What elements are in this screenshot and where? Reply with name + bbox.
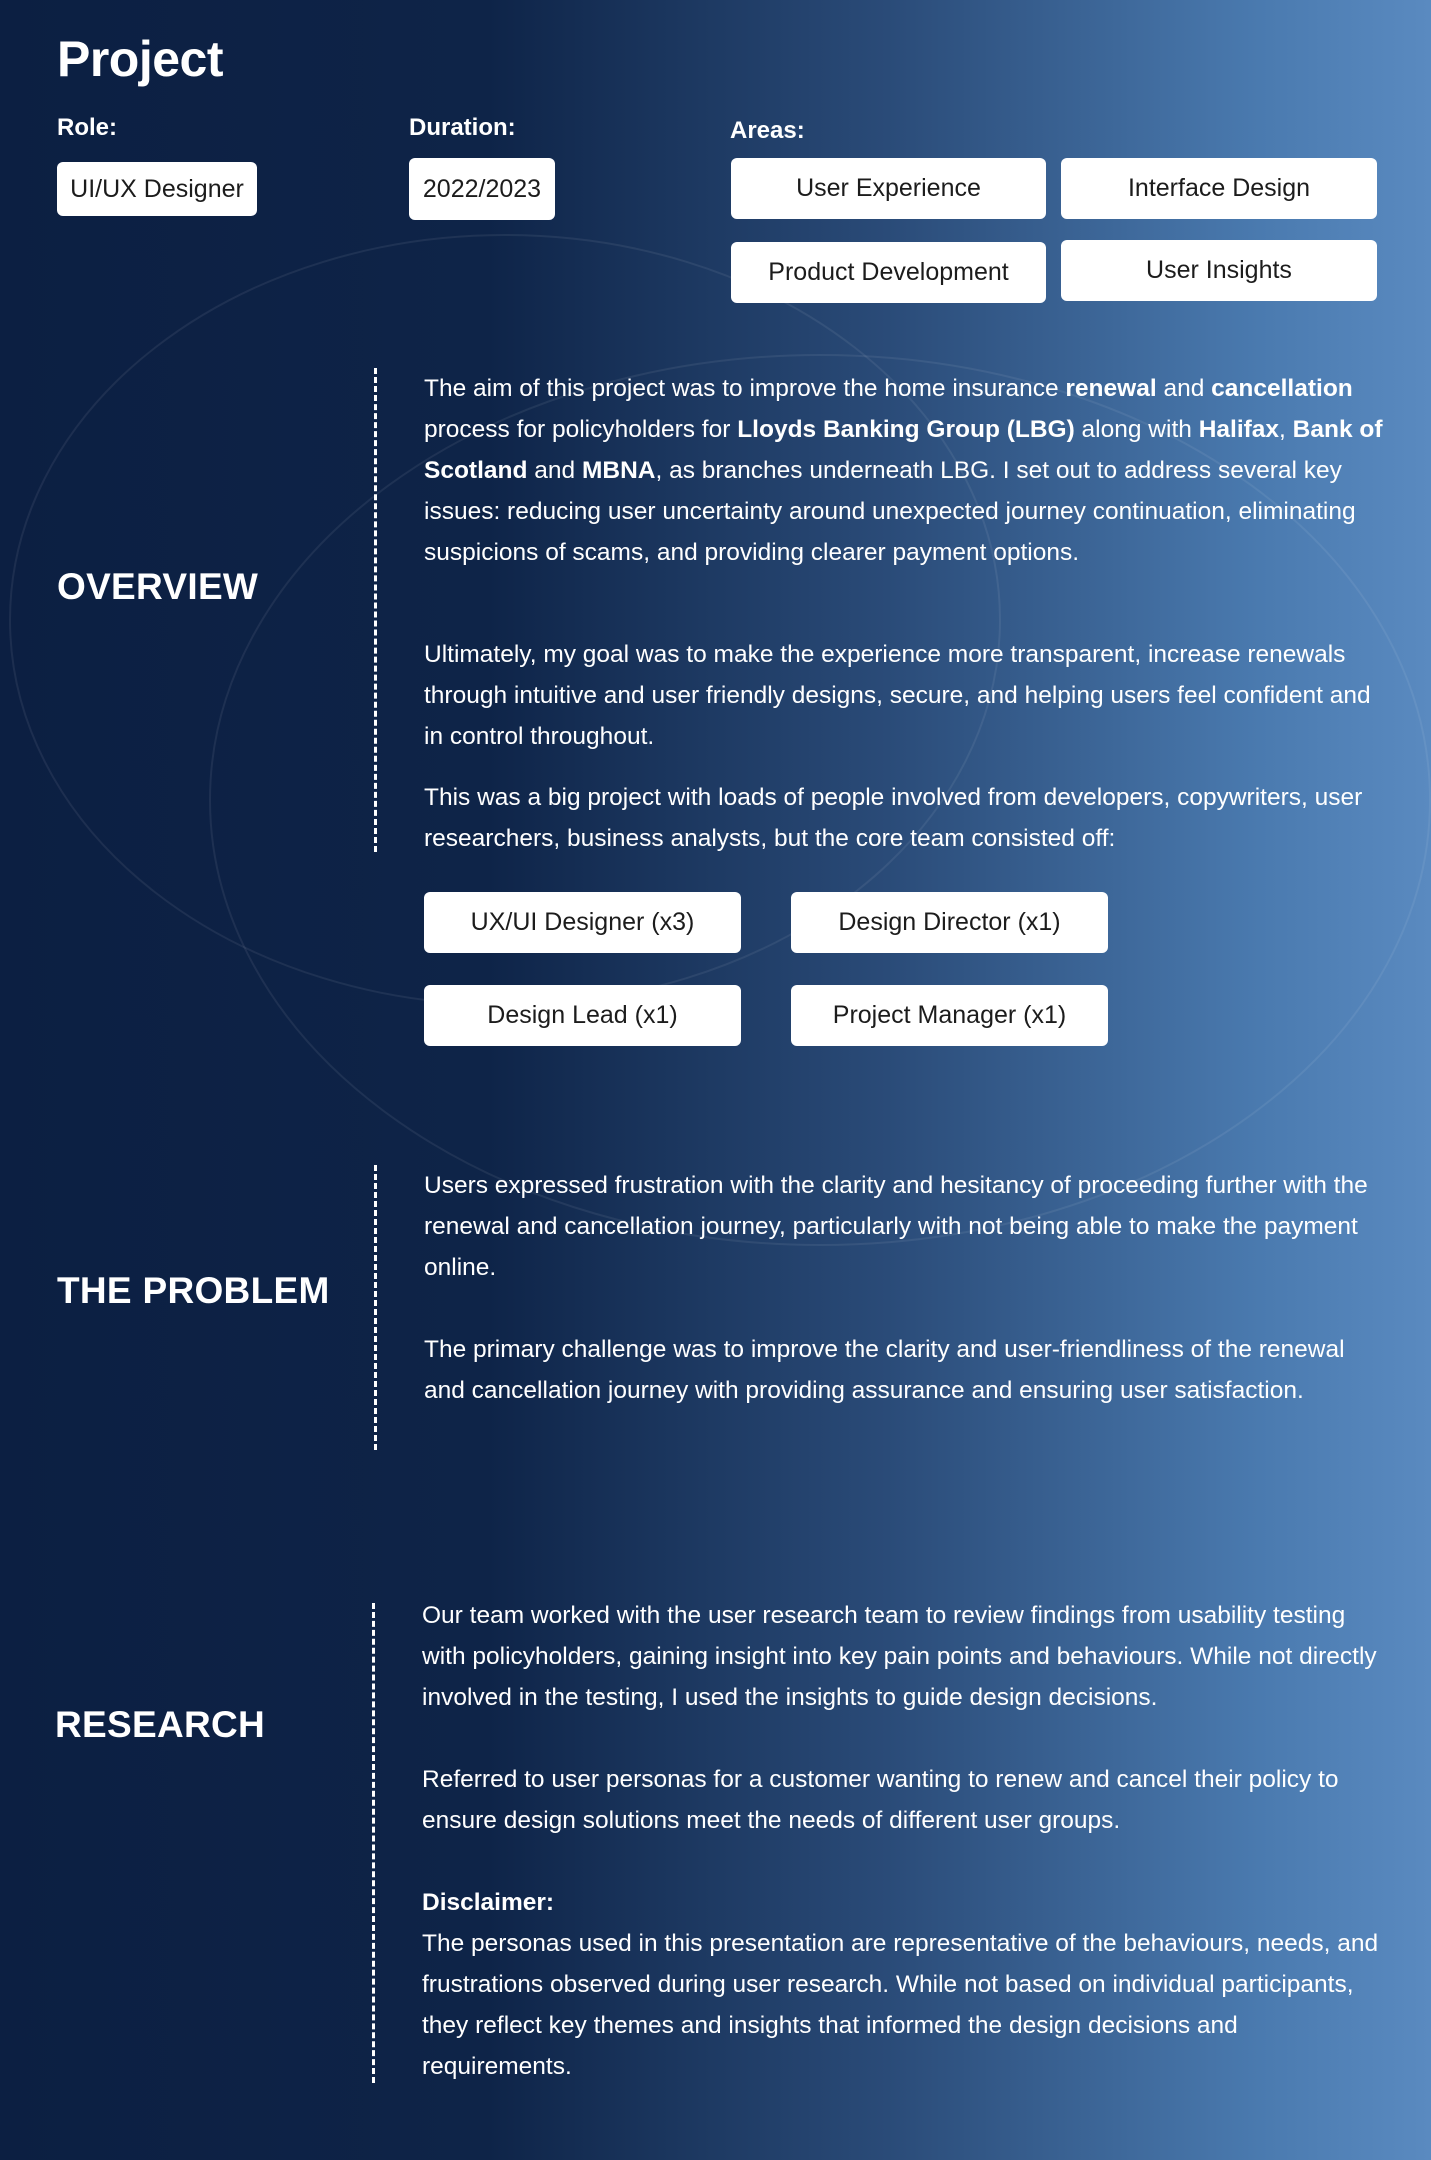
page-title: Project: [57, 31, 224, 87]
research-title: RESEARCH: [55, 1704, 266, 1745]
research-paragraph-2: Referred to user personas for a customer wanting to renew and cancel their policy to ensure design solutions meet the needs of different user groups.: [422, 1766, 1339, 1834]
overview-paragraph-2: Ultimately, my goal was to make the experience more transparent, increase renewals through intuitive and user friendly designs, secure, and helping users feel confident and in control throughout.: [424, 641, 1371, 750]
overview-title: OVERVIEW: [57, 566, 259, 607]
problem-title: THE PROBLEM: [57, 1270, 330, 1311]
area-chip-interface-design: Interface Design: [1061, 158, 1377, 219]
disclaimer-label: Disclaimer:: [422, 1889, 555, 1916]
team-chip-project-manager: Project Manager (x1): [791, 985, 1108, 1046]
research-paragraph-1: Our team worked with the user research team to review findings from usability testing with policyholders, gaining insight into key pain points and behaviours. While not directly involved in the testing, I used the insights to guide design decisions.: [422, 1602, 1377, 1711]
duration-chip: 2022/2023: [409, 158, 555, 220]
disclaimer-text: The personas used in this presentation are representative of the behaviours, needs, and frustrations observed during user research. While not based on individual participants, they reflect key themes and insights that informed the design decisions and requirements.: [422, 1930, 1379, 2080]
areas-label: Areas:: [730, 117, 805, 144]
area-chip-user-insights: User Insights: [1061, 240, 1377, 301]
team-chip-ux-ui-designer: UX/UI Designer (x3): [424, 892, 741, 953]
overview-divider: [374, 368, 377, 852]
research-divider: [372, 1603, 375, 2083]
overview-paragraph-3: This was a big project with loads of people involved from developers, copywriters, user researchers, business analysts, but the core team consisted off:: [424, 784, 1363, 852]
problem-paragraph-2: The primary challenge was to improve the clarity and user-friendliness of the renewal and cancellation journey with providing assurance and ensuring user satisfaction.: [424, 1336, 1345, 1404]
team-chip-design-lead: Design Lead (x1): [424, 985, 741, 1046]
problem-divider: [374, 1165, 377, 1450]
duration-label: Duration:: [409, 114, 516, 141]
role-label: Role:: [57, 114, 117, 141]
team-chip-design-director: Design Director (x1): [791, 892, 1108, 953]
problem-paragraph-1: Users expressed frustration with the clarity and hesitancy of proceeding further with the renewal and cancellation journey, particularly with not being able to make the payment online.: [424, 1172, 1368, 1281]
overview-paragraph-1: The aim of this project was to improve the home insurance renewal and cancellation process for policyholders for Lloyds Banking Group (LBG) along with Halifax, Bank of Scotland and MBNA, as branches underneath LBG. I set out to address several key issues: reducing user uncertainty around unexpected journey continuation, eliminating suspicions of scams, and providing clearer payment options.: [424, 375, 1383, 566]
role-chip: UI/UX Designer: [57, 162, 257, 216]
area-chip-user-experience: User Experience: [731, 158, 1046, 219]
area-chip-product-development: Product Development: [731, 242, 1046, 303]
